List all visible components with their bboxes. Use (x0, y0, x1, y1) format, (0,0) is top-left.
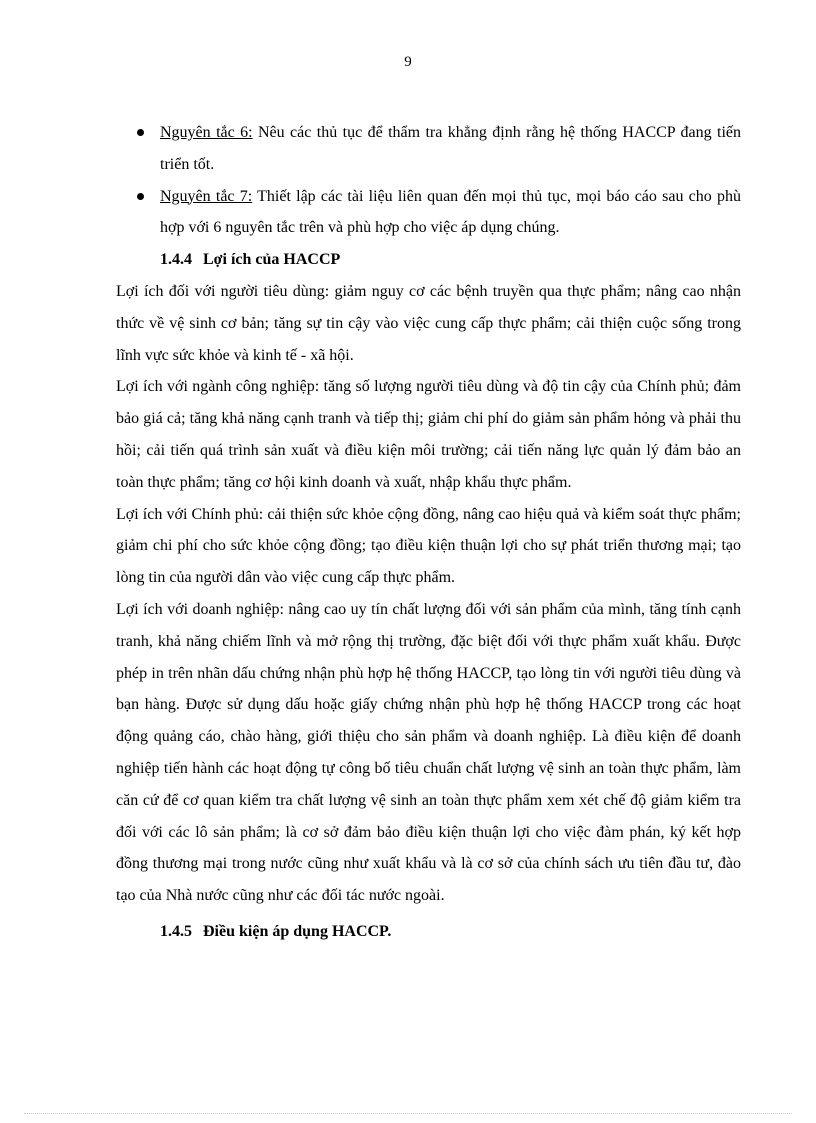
principle-6-text: Nêu các thủ tục để thẩm tra khẳng định rằng hệ thống HACCP đang tiến triển tốt. (160, 124, 742, 173)
section-title: Lợi ích của HACCP (203, 251, 341, 269)
benefit-industry-paragraph: Lợi ích với ngành công nghiệp: tăng số lượng người tiêu dùng và độ tin cậy của Chính phủ; đảm bảo giá cả; tăng khả năng cạnh tranh và tiếp thị; giảm chi phí do giảm sản phẩm hỏng và phải thu hồi; cải tiến quá trình sản xuất và điều kiện môi trường; cải tiến năng lực quản lý đảm bảo an toàn thực phẩm; tăng cơ hội kinh doanh và xuất, nhập khẩu thực phẩm. (116, 378, 741, 491)
page-number: 9 (404, 54, 412, 70)
principle-7-label: Nguyên tắc 7: (160, 187, 253, 205)
page-bottom-divider (24, 1113, 792, 1114)
section-heading-1-4-4 (116, 244, 741, 276)
section-title: Điều kiện áp dụng HACCP. (203, 922, 392, 940)
bullet-dot-icon (137, 129, 144, 136)
principle-7-item (116, 181, 741, 245)
principle-7-text: Thiết lập các tài liệu liên quan đến mọi thủ tục, mọi báo cáo sau cho phù hợp với 6 nguyên tắc trên và phù hợp cho việc áp dụng chúng. (160, 187, 742, 237)
principle-6-item (116, 117, 741, 181)
principle-6-label: Nguyên tắc 6: (160, 124, 253, 141)
benefit-government-paragraph: Lợi ích với Chính phủ: cải thiện sức khỏe cộng đồng, nâng cao hiệu quả và kiểm soát thực phẩm; giảm chi phí cho sức khỏe cộng đồng; tạo điều kiện thuận lợi cho sự phát triển thương mại; tạo lòng tin của người dân vào việc cung cấp thực phẩm. (116, 505, 741, 587)
benefit-consumers-paragraph: Lợi ích đối với người tiêu dùng: giảm nguy cơ các bệnh truyền qua thực phẩm; nâng cao nhận thức về vệ sinh cơ bản; tăng sự tin cậy vào việc cung cấp thực phẩm; cải thiện cuộc sống trong lĩnh vực sức khỏe và kinh tế - xã hội. (116, 282, 741, 364)
benefit-enterprise-paragraph: Lợi ích với doanh nghiệp: nâng cao uy tín chất lượng đối với sản phẩm của mình, tăng tính cạnh tranh, khả năng chiếm lĩnh và mở rộng thị trường, đặc biệt đối với thực phẩm xuất khẩu. Được phép in trên nhãn dấu chứng nhận phù hợp hệ thống HACCP, tạo lòng tin với người tiêu dùng và bạn hàng. Được sử dụng dấu hoặc giấy chứng nhận phù hợp hệ thống HACCP trong các hoạt động quảng cáo, chào hàng, giới thiệu cho sản phẩm và doanh nghiệp. Là điều kiện để doanh nghiệp tiến hành các hoạt động tự công bố tiêu chuẩn chất lượng vệ sinh an toàn thực phẩm, làm căn cứ để cơ quan kiểm tra chất lượng vệ sinh an toàn thực phẩm xem xét chế độ giảm kiểm tra đối với các lô sản phẩm; là cơ sở đảm bảo điều kiện thuận lợi cho việc đàm phán, ký kết hợp đồng thương mại trong nước cũng như xuất khẩu và là cơ sở của chính sách ưu tiên đầu tư, đào tạo của Nhà nước cũng như các đối tác nước ngoài. (116, 600, 741, 905)
section-number: 1.4.4 (160, 251, 192, 269)
page-content (116, 117, 741, 948)
bullet-dot-icon (137, 193, 144, 200)
section-heading-1-4-5 (116, 916, 741, 948)
section-number: 1.4.5 (160, 922, 192, 940)
